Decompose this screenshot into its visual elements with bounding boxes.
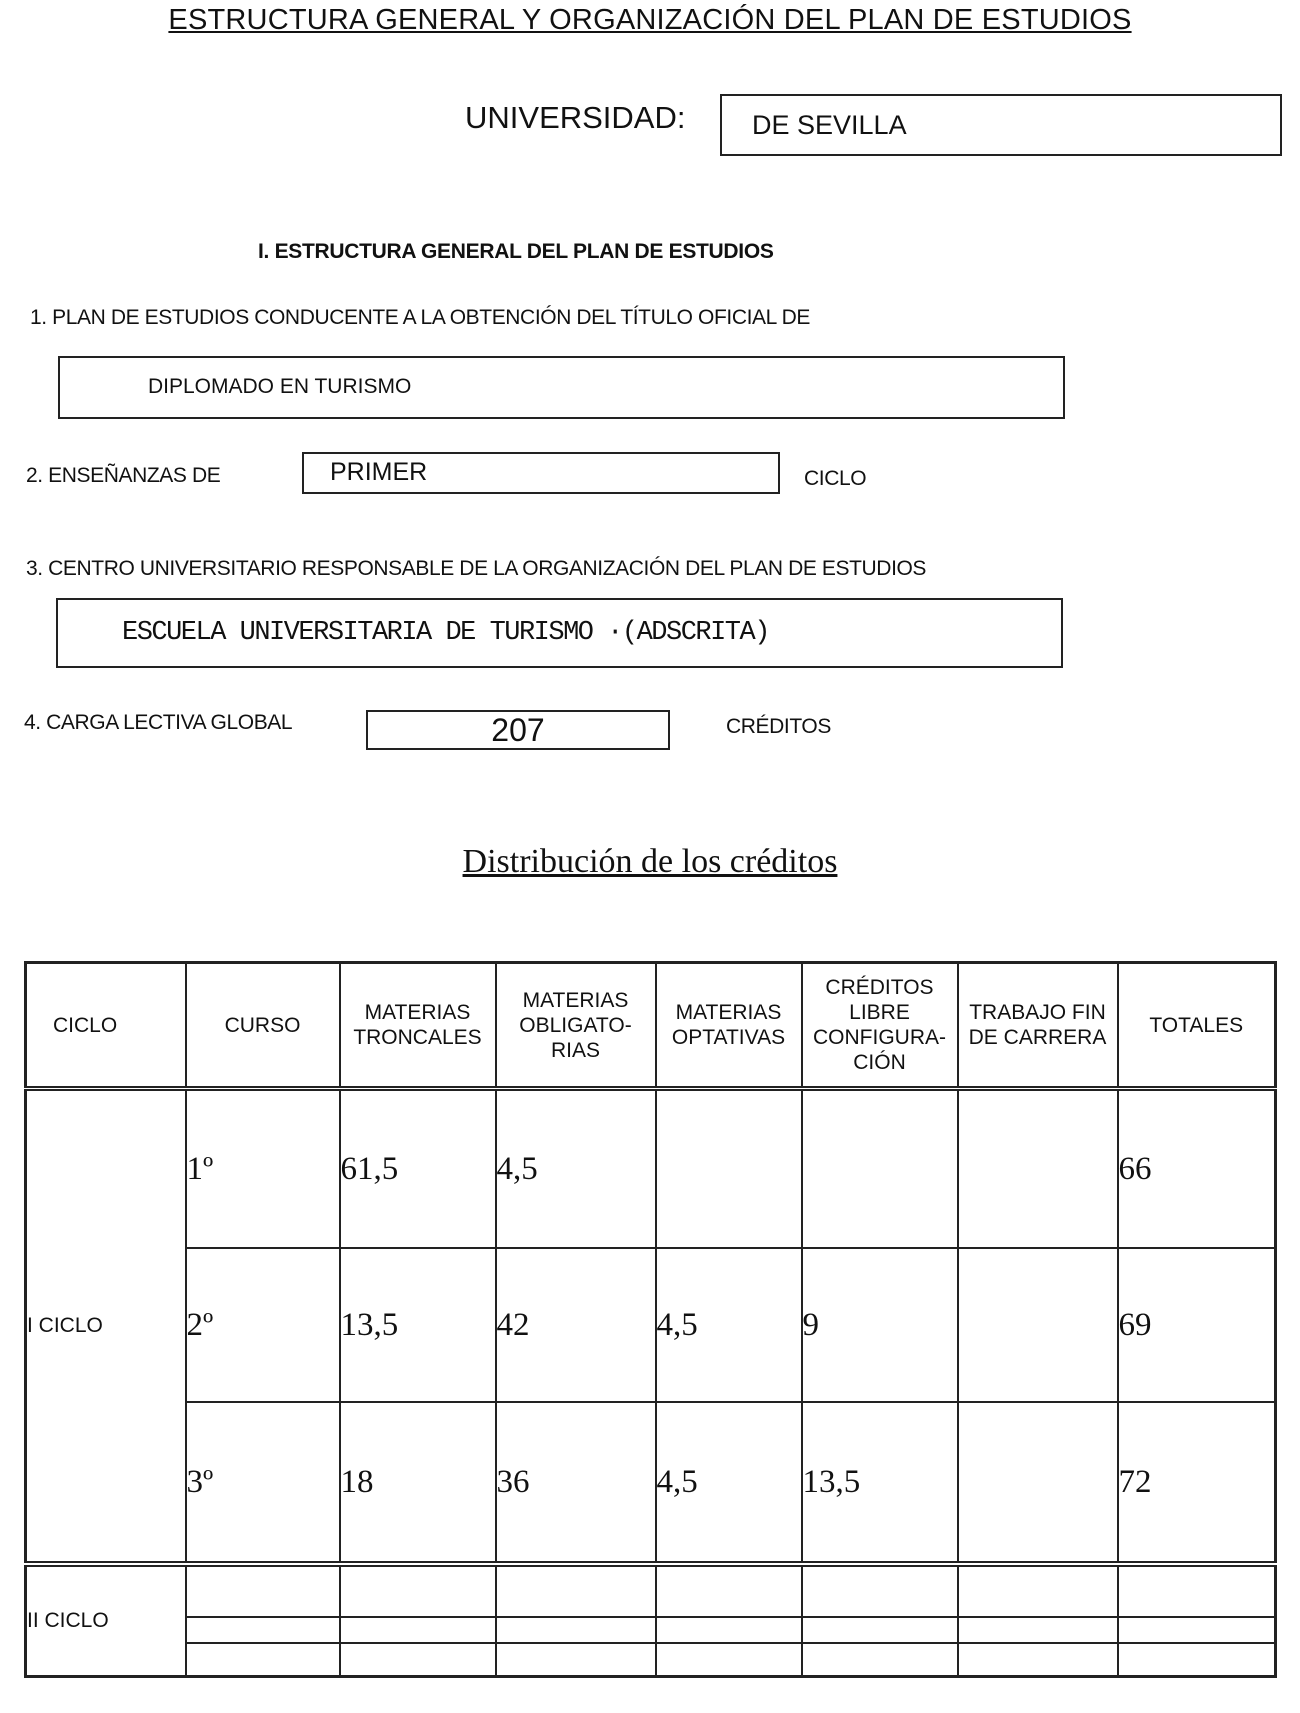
distribution-title: Distribución de los créditos: [462, 843, 838, 880]
carga-suffix: CRÉDITOS: [726, 715, 831, 738]
table-cell: 13,5: [802, 1402, 958, 1564]
table-cell: [186, 1643, 340, 1676]
table-row: [26, 1402, 1276, 1564]
table-cell: 4,5: [496, 1089, 656, 1249]
centro-label: 3. CENTRO UNIVERSITARIO RESPONSABLE DE LA ORGANIZACIÓN DEL PLAN DE ESTUDIOS: [26, 557, 927, 580]
table-cell: [496, 1643, 656, 1676]
table-row: [26, 1617, 1276, 1643]
table-cell: [496, 1564, 656, 1617]
table-cell: [1118, 1617, 1276, 1643]
table-cell: [656, 1617, 802, 1643]
ensenanzas-suffix: CICLO: [804, 467, 867, 490]
table-cell: 72: [1118, 1402, 1276, 1564]
carga-label: 4. CARGA LECTIVA GLOBAL: [24, 711, 293, 734]
table-cell: [802, 1617, 958, 1643]
table-cell: [802, 1643, 958, 1676]
table-cell: [340, 1643, 496, 1676]
ensenanzas-label: 2. ENSEÑANZAS DE: [26, 464, 221, 487]
table-cell: 13,5: [340, 1248, 496, 1402]
table-cell: 4,5: [656, 1402, 802, 1564]
table-cell: [656, 1643, 802, 1676]
table-row: [26, 1089, 1276, 1249]
table-cell: 18: [340, 1402, 496, 1564]
table-cell: [1118, 1643, 1276, 1676]
table-row: [26, 1248, 1276, 1402]
section-title: I. ESTRUCTURA GENERAL DEL PLAN DE ESTUDIOS: [258, 240, 774, 263]
table-cell: 4,5: [656, 1248, 802, 1402]
table-header-row: [26, 963, 1276, 1089]
table-cell: [656, 1564, 802, 1617]
ciclo-cell: I CICLO: [26, 1089, 186, 1565]
table-cell: [958, 1643, 1118, 1676]
table-row: [26, 1643, 1276, 1676]
ciclo-cell: II CICLO: [26, 1564, 186, 1677]
column-header: MATERIAS OBLIGATO-RIAS: [496, 963, 656, 1089]
table-cell: [186, 1617, 340, 1643]
table-cell: 1º: [186, 1089, 340, 1249]
column-header: CRÉDITOS LIBRE CONFIGURA-CIÓN: [802, 963, 958, 1089]
table-cell: 66: [1118, 1089, 1276, 1249]
table-row: [26, 1564, 1276, 1617]
table-cell: [958, 1402, 1118, 1564]
column-header: TRABAJO FIN DE CARRERA: [958, 963, 1118, 1089]
table-cell: [958, 1089, 1118, 1249]
column-header: MATERIAS OPTATIVAS: [656, 963, 802, 1089]
table-cell: [496, 1617, 656, 1643]
table-cell: 3º: [186, 1402, 340, 1564]
column-header: CURSO: [186, 963, 340, 1089]
centro-field: ESCUELA UNIVERSITARIA DE TURISMO ·(ADSCRITA): [56, 598, 1063, 668]
table-cell: [802, 1089, 958, 1249]
titulo-field: DIPLOMADO EN TURISMO: [58, 356, 1065, 419]
credits-table: [24, 961, 1277, 1678]
table-cell: [656, 1089, 802, 1249]
universidad-field: DE SEVILLA: [720, 94, 1282, 156]
table-cell: [340, 1564, 496, 1617]
universidad-label: UNIVERSIDAD:: [465, 100, 686, 135]
column-header: CICLO: [26, 963, 186, 1089]
table-cell: 2º: [186, 1248, 340, 1402]
ensenanzas-field: PRIMER: [302, 452, 780, 494]
table-cell: 42: [496, 1248, 656, 1402]
table-cell: [802, 1564, 958, 1617]
table-cell: [186, 1564, 340, 1617]
carga-field: 207: [366, 710, 670, 750]
table-cell: [958, 1617, 1118, 1643]
table-cell: 61,5: [340, 1089, 496, 1249]
table-cell: [340, 1617, 496, 1643]
table-cell: 69: [1118, 1248, 1276, 1402]
table-cell: [958, 1248, 1118, 1402]
table-cell: [958, 1564, 1118, 1617]
titulo-label: 1. PLAN DE ESTUDIOS CONDUCENTE A LA OBTENCIÓN DEL TÍTULO OFICIAL DE: [30, 306, 810, 329]
column-header: MATERIAS TRONCALES: [340, 963, 496, 1089]
page-title: ESTRUCTURA GENERAL Y ORGANIZACIÓN DEL PLAN DE ESTUDIOS: [168, 4, 1132, 36]
table-cell: 9: [802, 1248, 958, 1402]
column-header: TOTALES: [1118, 963, 1276, 1089]
table-cell: 36: [496, 1402, 656, 1564]
table-cell: [1118, 1564, 1276, 1617]
